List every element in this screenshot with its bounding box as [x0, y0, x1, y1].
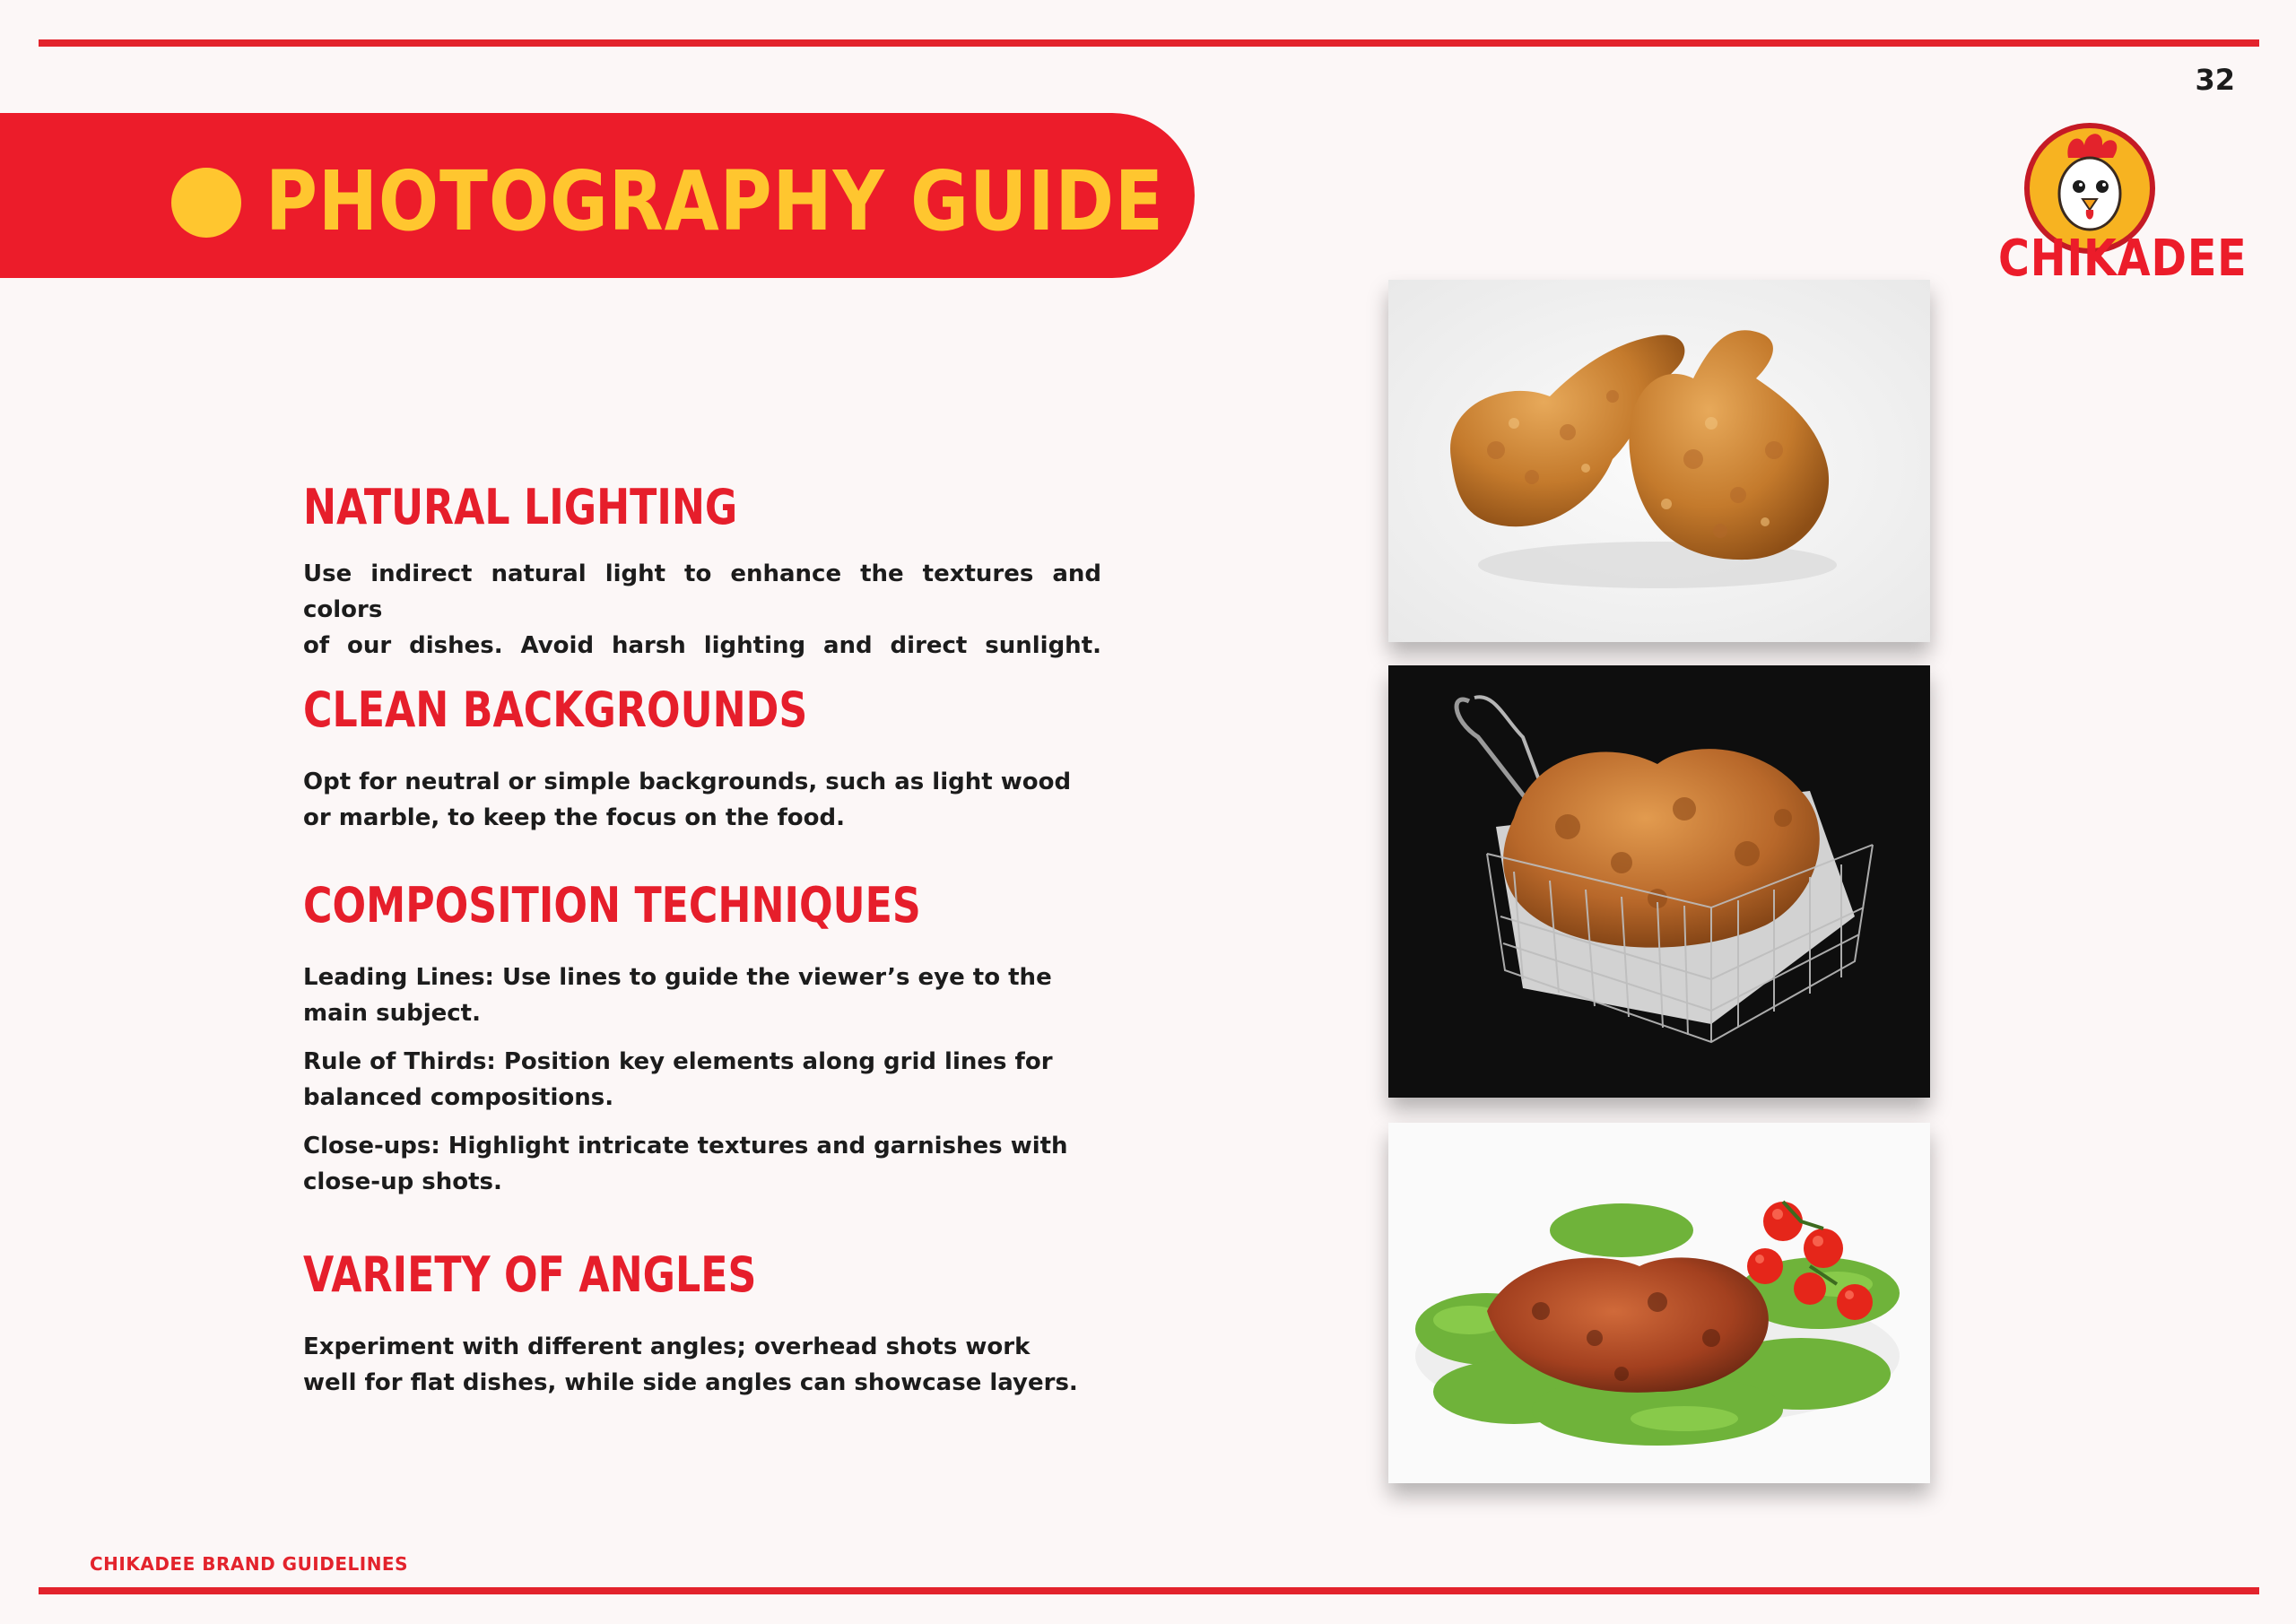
body-line: Rule of Thirds: Position key elements along grid lines for	[303, 1048, 1053, 1075]
section-body	[303, 556, 1110, 664]
body-line: or marble, to keep the focus on the food.	[303, 804, 845, 831]
bottom-rule	[39, 1587, 2259, 1594]
section-clean-backgrounds	[303, 682, 1110, 836]
body-line: Experiment with different angles; overhead shots work	[303, 1333, 1031, 1360]
list-item	[303, 1044, 1110, 1116]
section-heading: NATURAL LIGHTING	[303, 479, 738, 535]
grilled-wings-platter-photo	[1388, 1123, 1930, 1483]
technique-list	[303, 960, 1110, 1200]
section-composition-techniques	[303, 877, 1110, 1212]
title-bullet-dot	[171, 168, 241, 238]
body-line: of our dishes. Avoid harsh lighting and direct sunlight.	[303, 632, 1101, 659]
body-line: close-up shots.	[303, 1168, 502, 1195]
section-natural-lighting	[303, 479, 1110, 664]
body-line: well for flat dishes, while side angles can showcase layers.	[303, 1369, 1078, 1396]
logo-wordmark: CHIKADEE	[1998, 230, 2248, 288]
list-item	[303, 960, 1110, 1031]
body-line: Leading Lines: Use lines to guide the viewer’s eye to the	[303, 964, 1052, 991]
section-heading: COMPOSITION TECHNIQUES	[303, 877, 921, 934]
body-line: balanced compositions.	[303, 1084, 614, 1111]
top-rule	[39, 39, 2259, 47]
page-title: PHOTOGRAPHY GUIDE	[265, 153, 1164, 249]
footer-brand-guidelines: CHIKADEE BRAND GUIDELINES	[90, 1553, 408, 1575]
page-number: 32	[2195, 63, 2235, 97]
fried-chicken-drumsticks-photo	[1388, 280, 1930, 642]
section-heading: VARIETY OF ANGLES	[303, 1246, 757, 1303]
fried-chicken-basket-photo	[1388, 665, 1930, 1098]
body-line: main subject.	[303, 1000, 481, 1027]
section-body	[303, 764, 1110, 836]
list-item	[303, 1128, 1110, 1200]
body-line: Opt for neutral or simple backgrounds, such as light wood	[303, 769, 1072, 795]
section-heading: CLEAN BACKGROUNDS	[303, 682, 808, 738]
body-line: Use indirect natural light to enhance the textures and colors	[303, 560, 1101, 623]
section-body	[303, 1329, 1110, 1401]
body-line: Close-ups: Highlight intricate textures and garnishes with	[303, 1133, 1068, 1159]
section-variety-of-angles	[303, 1246, 1110, 1401]
